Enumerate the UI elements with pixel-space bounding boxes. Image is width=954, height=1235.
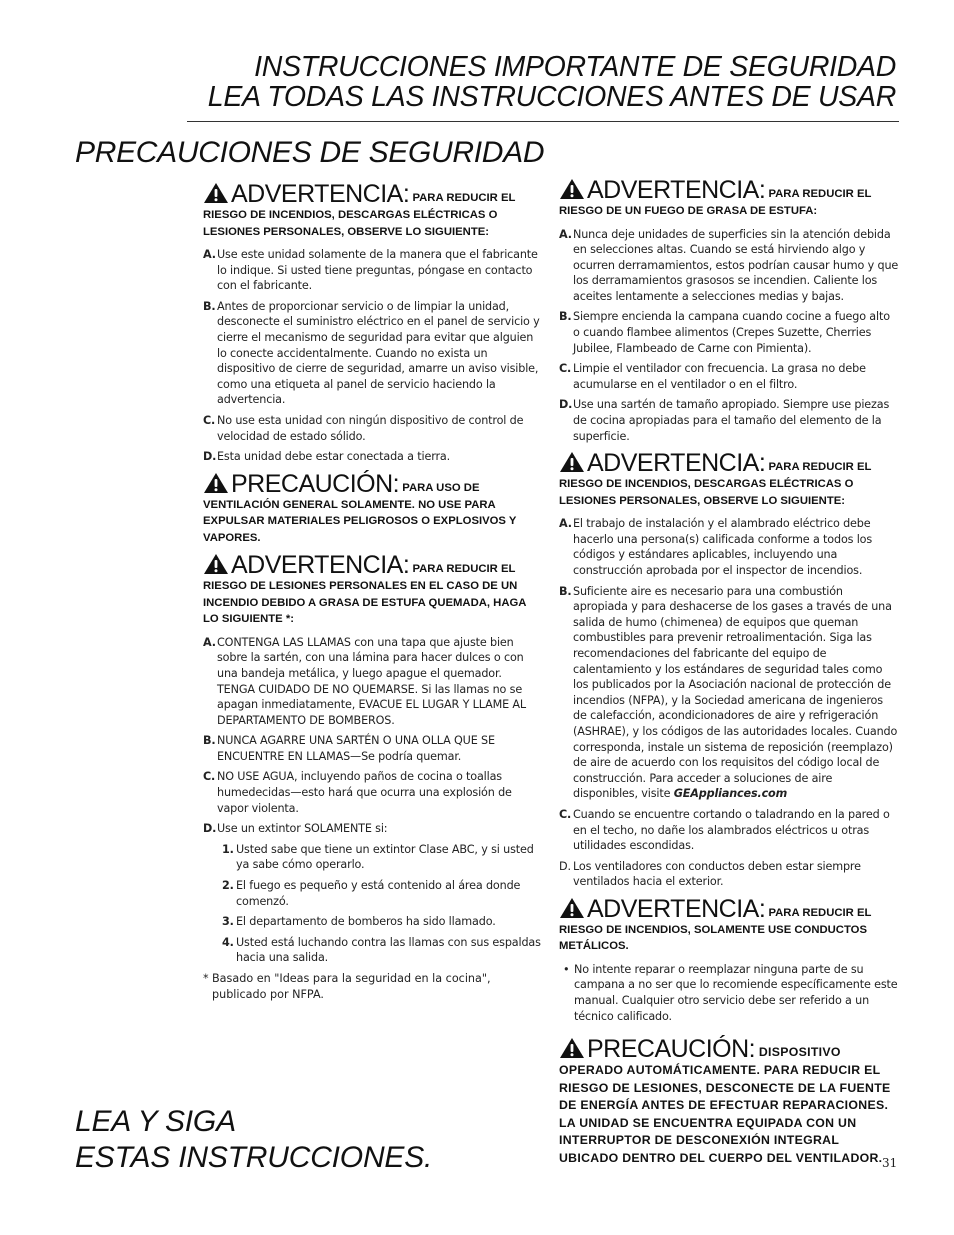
warning-block-installation: [559, 450, 899, 890]
header-rule: [187, 121, 899, 122]
warning-text: PARA REDUCIR EL RIESGO DE INCENDIOS, DESCARGAS ELÉCTRICAS O LESIONES PERSONALES, OBSERVE LO SIGUIENTE:: [559, 461, 872, 507]
warning-triangle-icon: [559, 897, 585, 919]
list-item: C. No use esta unidad con ningún dispositivo de control de velocidad de estado sólido.: [203, 413, 524, 443]
warning-list: [559, 227, 899, 445]
list-item: C. Cuando se encuentre cortando o taladrando en la pared o en el techo, no dañe los alambrados eléctricos u otras utilidades escondidas.: [559, 807, 890, 853]
warning-heading: [559, 177, 899, 220]
warning-block-grease: [559, 177, 899, 444]
list-item: A. CONTENGA LAS LLAMAS con una tapa que ajuste bien sobre la sartén, con una lámina para hacer dulces o con una bandeja metálica, y luego apague el quemador. TENGA CUIDADO DE NO QUEMARSE. Si las llamas no se apagan inmediatamente, EVACUE EL LUGAR Y LLAME AL DEPARTAMENTO DE BOMBEROS.: [203, 635, 526, 727]
list-item: B. Suficiente aire es necesario para una combustión apropiada y para deshacerse de los gases a través de una salida de humo (chimenea) de equipos que queman combustibles para prevenir retroalimentación. Siga las recomendaciones del fabricante del equipo de calentamiento y los estándares de seguridad tales como los publicados por la Asociación nacional de protección de incendios (NFPA), y la Sociedad americana de ingenieros de calefacción, acondicionadores de aire y refrigeración (ASHRAE), y los códigos de las autoridades locales. Cuando corresponda, instale un sistema de reposición (reemplazo) de aire de acuerdo con los requisitos del código local de construcción. Para acceder a soluciones de aire disponibles, visite GEAppliances.com: [559, 584, 898, 801]
warning-block-ducts: [559, 896, 899, 1024]
footer-line-2: ESTAS INSTRUCCIONES.: [75, 1141, 433, 1174]
section-title: PRECAUCIONES DE SEGURIDAD: [75, 136, 545, 169]
caution-heading: [203, 471, 541, 547]
list-item: • No intente reparar o reemplazar ninguna parte de su campana a no ser que lo recomiende específicamente este manual. Cualquier otro servicio debe ser referido a un técnico calificado.: [563, 962, 898, 1023]
list-item: A. Nunca deje unidades de superficies sin la atención debida en selecciones altas. Cuando se está hirviendo algo y ocurren derramamientos, estos podrían causar humo y que los derramamientos grasosos se incendien. Caliente los aceites lentamente a selecciones medias y bajas.: [559, 227, 899, 303]
warning-block-electrical: [203, 181, 541, 465]
warning-triangle-icon: [559, 1037, 585, 1059]
page-header: [180, 52, 896, 112]
warning-label: ADVERTENCIA:: [587, 176, 766, 204]
warning-heading: [559, 450, 899, 509]
list-item: D. Los ventiladores con conductos deben estar siempre ventilados hacia el exterior.: [559, 859, 861, 889]
list-item: C. NO USE AGUA, incluyendo paños de cocina o toallas humedecidas—esto hará que ocurra una explosión de vapor violenta.: [203, 770, 512, 815]
list-item: C. Limpie el ventilador con frecuencia. La grasa no debe acumularse en el ventilador o en el filtro.: [559, 362, 866, 391]
geappliances-link[interactable]: GEAppliances.com: [673, 787, 788, 801]
list-item: D. Esta unidad debe estar conectada a tierra.: [203, 450, 451, 464]
warning-triangle-icon: [203, 182, 229, 204]
warning-label: ADVERTENCIA:: [587, 894, 766, 923]
caution-block-automatic: [559, 1036, 899, 1167]
warning-text: PARA REDUCIR EL RIESGO DE INCENDIOS, DESCARGAS ELÉCTRICAS O LESIONES PERSONALES, OBSERVE LO SIGUIENTE:: [203, 192, 516, 238]
warning-list: [559, 962, 899, 1024]
warning-triangle-icon: [559, 178, 585, 200]
caution-text: DISPOSITIVO OPERADO AUTOMÁTICAMENTE. PARA REDUCIR EL RIESGO DE LESIONES, DESCONECTE DE LA FUENTE DE ENERGÍA ANTES DE EFECTUAR REPARACIONES. LA UNIDAD SE ENCUENTRA EQUIPADA CON UN INTERRUPTOR DE DESCONEXIÓN INTEGRAL UBICADO DENTRO DEL CUERPO DEL VENTILADOR.: [559, 1045, 891, 1165]
warning-triangle-icon: [559, 451, 585, 473]
warning-text: PARA REDUCIR EL RIESGO DE UN FUEGO DE GRASA DE ESTUFA:: [559, 188, 872, 217]
list-item: D. Use una sartén de tamaño apropiado. Siempre use piezas de cocina apropiadas para el tamaño del elemento de la superficie.: [559, 398, 890, 443]
sub-list-item: 2. El fuego es pequeño y está contenido al área donde comenzó.: [222, 879, 521, 908]
warning-heading: [203, 552, 541, 628]
footnote: * Basado en "Ideas para la seguridad en la cocina", publicado por NFPA.: [203, 972, 491, 1001]
sub-list-item: 1. Usted sabe que tiene un extintor Clase ABC, y si usted ya sabe cómo operarlo.: [222, 842, 534, 872]
caution-block-ventilation: [203, 471, 541, 547]
caution-label: PRECAUCIÓN:: [587, 1035, 756, 1064]
footer-title: [75, 1104, 432, 1176]
warning-list: [203, 247, 541, 465]
list-item: A. Use este unidad solamente de la manera que el fabricante lo indique. Si usted tiene preguntas, póngase en contacto con el fabricante.: [203, 248, 538, 293]
sub-list-item: 4. Usted está luchando contra las llamas con sus espaldas hacia una salida.: [222, 935, 541, 965]
caution-heading: [559, 1036, 899, 1167]
list-item: A. El trabajo de instalación y el alambrado eléctrico debe hacerlo una persona(s) calificada conforme a todos los códigos y estándares aplicables, incluyendo una construcción aprobada por el inspector de incendios.: [559, 517, 873, 577]
warning-text: PARA REDUCIR EL RIESGO DE INCENDIOS, SOLAMENTE USE CONDUCTOS METÁLICOS.: [559, 906, 872, 953]
warning-list: [559, 516, 899, 890]
list-item: D. Use un extintor SOLAMENTE si:: [203, 822, 388, 836]
warning-block-grease-fire: [203, 552, 541, 1002]
warning-label: ADVERTENCIA:: [231, 180, 410, 208]
left-column: [203, 181, 541, 1008]
warning-heading: [203, 181, 541, 240]
header-line-1: INSTRUCCIONES IMPORTANTE DE SEGURIDAD: [254, 51, 896, 83]
warning-list: [203, 635, 541, 966]
warning-label: ADVERTENCIA:: [231, 551, 410, 580]
page-number: 31: [882, 1156, 898, 1170]
warning-label: ADVERTENCIA:: [587, 449, 766, 478]
warning-triangle-icon: [203, 472, 229, 494]
right-column: [559, 177, 899, 1173]
list-item: B. Antes de proporcionar servicio o de limpiar la unidad, desconecte el suministro eléctrico en el panel de servicio y cierre el mecanismo de seguridad para evitar que alguien lo conecte accidentalmente. Cuando no exista un dispositivo de cierre de seguridad, amarre un aviso visible, como una etiqueta al panel de servicio haciendo la advertencia.: [203, 299, 540, 407]
header-line-2: LEA TODAS LAS INSTRUCCIONES ANTES DE USAR: [207, 81, 896, 113]
sub-list-item: 3. El departamento de bomberos ha sido llamado.: [222, 915, 496, 929]
warning-text: PARA REDUCIR EL RIESGO DE LESIONES PERSONALES EN EL CASO DE UN INCENDIO DEBIDO A GRASA DE ESTUFA QUEMADA, HAGA LO SIGUIENTE *:: [203, 563, 527, 626]
footer-line-1: LEA Y SIGA: [75, 1105, 236, 1138]
list-item: B. Siempre encienda la campana cuando cocine a fuego alto o cuando flambee alimentos (Crepes Suzette, Cherries Jubilee, Flambeado de Carne con Pimienta).: [559, 310, 890, 355]
caution-label: PRECAUCIÓN:: [231, 469, 400, 498]
warning-heading: [559, 896, 899, 955]
warning-triangle-icon: [203, 553, 229, 575]
caution-text: PARA USO DE VENTILACIÓN GENERAL SOLAMENTE. NO USE PARA EXPULSAR MATERIALES PELIGROSOS O EXPLOSIVOS Y VAPORES.: [203, 481, 517, 544]
list-item: B. NUNCA AGARRE UNA SARTÉN O UNA OLLA QUE SE ENCUENTRE EN LLAMAS—Se podría quemar.: [203, 734, 495, 763]
